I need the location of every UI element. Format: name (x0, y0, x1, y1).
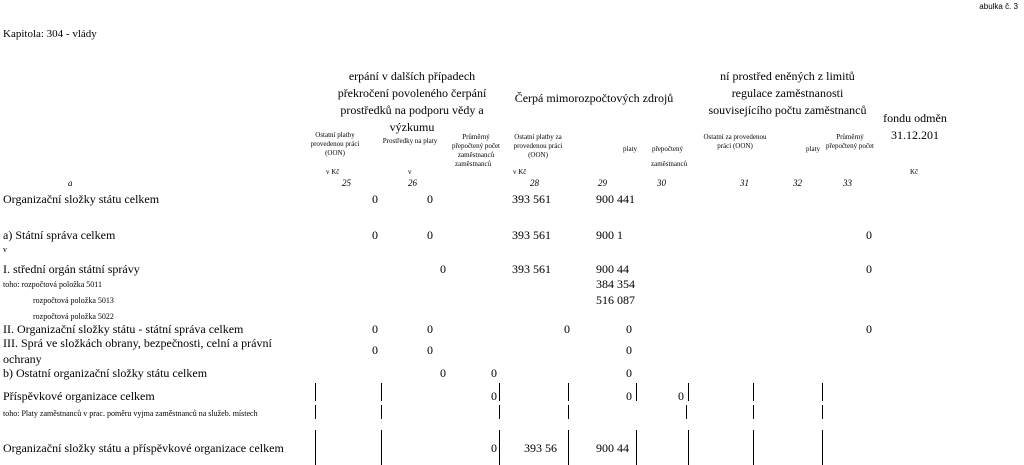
grid-line (568, 383, 569, 401)
subheader-oon-1: Ostatní platby provedenou práci (OON) (310, 131, 360, 157)
grid-line (381, 383, 382, 401)
cell-r3-c2: 0 (440, 262, 446, 276)
chapter-label: Kapitola: 304 - vlády (3, 28, 97, 40)
grid-line (315, 405, 316, 419)
cell-r9-c4: 0 (626, 366, 632, 380)
header-group-extrabudget: Čerpá mimorozpočtových zdrojů (514, 91, 674, 105)
grid-line (636, 383, 637, 401)
cell-r7-c4: 0 (626, 322, 632, 336)
colnum-30: 30 (657, 178, 666, 188)
cell-r2-c4: 900 1 (596, 228, 623, 242)
cell-r3-c4: 900 44 (596, 262, 629, 276)
row-label-item-5022: rozpočtová položka 5022 (33, 312, 114, 321)
subheader-avg-headcount-2: Průměrný přepočtený počet (826, 133, 875, 150)
colnum-28: 28 (530, 178, 539, 188)
cell-r2-c2: 0 (427, 228, 433, 242)
subheader-salary-funds: Prostředky na platy (382, 137, 438, 145)
cell-r7-c2: 0 (427, 322, 433, 336)
grid-line (499, 405, 500, 419)
grid-line (688, 430, 689, 465)
grid-line (568, 405, 569, 419)
cell-r9-c2: 0 (440, 366, 446, 380)
row-label-oss-total: Organizační složky státu celkem (3, 192, 160, 206)
grid-line (753, 383, 754, 401)
subheader-platy-2: platy (806, 145, 820, 153)
unit-1: v Kč (326, 168, 340, 176)
grid-line (381, 405, 382, 419)
colnum-26: 26 (408, 178, 417, 188)
cell-r9-c3: 0 (491, 366, 497, 380)
grid-line (381, 430, 382, 465)
cell-r7-c3: 0 (564, 322, 570, 336)
colnum-25: 25 (342, 178, 351, 188)
colnum-29: 29 (598, 178, 607, 188)
grid-line (315, 430, 316, 465)
cell-r1-c3: 393 561 (512, 192, 551, 206)
subheader-recalculated: přepočtený (651, 145, 684, 153)
cell-r3-c3: 393 561 (512, 262, 551, 276)
cell-r2-c5: 0 (866, 228, 872, 242)
header-group-research: erpání v dalších případech překročení povoleného čerpání prostředků na podporu vědy a výzkumu (337, 69, 487, 134)
colnum-a: a (68, 178, 73, 188)
cell-r7-c5: 0 (866, 322, 872, 336)
row-label-oss-state-admin: II. Organizační složky státu - státní správa celkem (3, 322, 244, 336)
cell-r7-c1: 0 (372, 322, 378, 336)
cell-r8-c4: 0 (626, 343, 632, 357)
row-label-state-admin: a) Státní správa celkem (3, 228, 116, 242)
grid-line (753, 405, 754, 419)
grid-line (636, 430, 637, 465)
unit-2: v (408, 168, 412, 176)
row-label-grand-total: Organizační složky státu a příspěvkové organizace celkem (3, 441, 284, 455)
grid-line (822, 383, 823, 401)
cell-r1-c2: 0 (427, 192, 433, 206)
cell-r1-c1: 0 (372, 192, 378, 206)
cell-r1-c4: 900 441 (596, 192, 635, 206)
row-label-item-5011: toho: rozpočtová položka 5011 (3, 280, 103, 289)
subheader-avg-headcount-1: Průměrný přepočtený počet zaměstnanců (452, 133, 501, 159)
cell-r2-c3: 393 561 (512, 228, 551, 242)
cell-r10-c3: 0 (678, 389, 684, 403)
unit-headcount-2: zaměstnanců (651, 160, 688, 168)
row-mark-v: v (3, 245, 7, 254)
row-label-item-5013: rozpočtová položka 5013 (33, 296, 114, 305)
subheader-oon-2: Ostatní platby za provedenou práci (OON) (513, 133, 563, 159)
colnum-33: 33 (843, 178, 852, 188)
row-label-defense: III. Sprá ve složkách obrany, bezpečnosti, celní a právní ochrany (3, 336, 272, 366)
cell-r8-c2: 0 (427, 343, 433, 357)
unit-3: v Kč (513, 168, 527, 176)
row-label-central-organ: I. střední orgán státní správy (3, 262, 140, 276)
grid-line (499, 383, 500, 401)
cell-r4-c4: 384 354 (596, 277, 635, 291)
subheader-oon-3: Ostatní za provedenou práci (OON) (703, 133, 767, 150)
grid-line (686, 405, 687, 419)
colnum-31: 31 (740, 178, 749, 188)
colnum-32: 32 (793, 178, 802, 188)
cell-r10-c2: 0 (626, 389, 632, 403)
grid-line (499, 430, 500, 465)
row-label-salaries-note: toho: Platy zaměstnanců v prac. poměru vyjma zaměstnanců na služeb. místech (3, 409, 258, 418)
cell-r12-c1: 0 (491, 441, 497, 455)
cell-r10-c1: 0 (491, 389, 497, 403)
table-number: abulka č. 3 (979, 2, 1018, 11)
grid-line (753, 430, 754, 465)
cell-r12-c2: 393 56 (524, 441, 557, 455)
cell-r2-c1: 0 (372, 228, 378, 242)
row-label-other-oss: b) Ostatní organizační složky státu celkem (3, 366, 208, 380)
cell-r12-c3: 900 44 (596, 441, 629, 455)
header-group-limits: ní prostřed eněných z limitů regulace zaměstnanosti souvisejícího počtu zaměstnanců (708, 69, 867, 117)
cell-r8-c1: 0 (372, 343, 378, 357)
subheader-platy-1: platy (623, 145, 637, 153)
grid-line (822, 405, 823, 419)
grid-line (315, 383, 316, 401)
unit-5: Kč (910, 168, 919, 176)
grid-line (688, 383, 689, 401)
grid-line (568, 430, 569, 465)
unit-headcount-1: zaměstnanců (455, 160, 492, 168)
header-fund: fondu odměn 31.12.201 (883, 111, 947, 142)
row-label-contributory-orgs: Příspěvkové organizace celkem (3, 389, 155, 403)
grid-line (822, 430, 823, 465)
cell-r3-c5: 0 (866, 262, 872, 276)
cell-r5-c4: 516 087 (596, 293, 635, 307)
